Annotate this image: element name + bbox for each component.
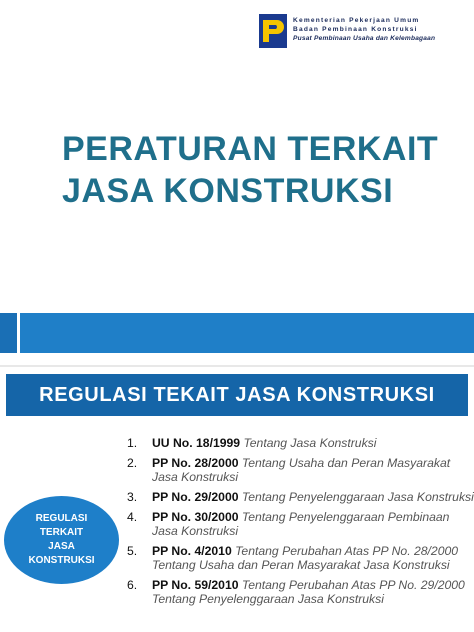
ellipse-line-4: KONSTRUKSI bbox=[28, 555, 95, 566]
title-line-2: JASA KONSTRUKSI bbox=[62, 172, 394, 210]
regulasi-ellipse bbox=[4, 496, 119, 584]
regulation-description: Tentang Usaha dan Peran Masyarakat Jasa Konstruksi bbox=[152, 456, 451, 484]
regulation-number: PP No. 29/2000 bbox=[152, 490, 239, 504]
title-line-1: PERATURAN TERKAIT bbox=[62, 130, 439, 168]
regulation-description: Tentang Penyelenggaraan Pembinaan Jasa Konstruksi bbox=[152, 510, 450, 538]
logo-line-3: Pusat Pembinaan Usaha dan Kelembagaan bbox=[293, 35, 436, 42]
pu-logo-icon bbox=[259, 14, 287, 48]
list-item bbox=[124, 510, 474, 538]
regulation-list bbox=[124, 436, 474, 612]
item-number: 1. bbox=[127, 436, 138, 450]
item-number: 4. bbox=[127, 510, 138, 524]
slide-title bbox=[62, 128, 462, 212]
item-number: 2. bbox=[127, 456, 138, 470]
logo-line-2: Badan Pembinaan Konstruksi bbox=[293, 26, 418, 33]
logo-line-1: Kementerian Pekerjaan Umum bbox=[293, 17, 420, 24]
blue-band bbox=[0, 313, 474, 353]
slide2-header: REGULASI TEKAIT JASA KONSTRUKSI bbox=[6, 374, 468, 416]
ellipse-line-3: JASA bbox=[48, 541, 75, 552]
ministry-logo bbox=[259, 14, 459, 56]
item-number: 5. bbox=[127, 544, 138, 558]
regulation-number: PP No. 4/2010 bbox=[152, 544, 232, 558]
blue-band-left bbox=[0, 313, 17, 353]
regulation-description: Tentang Perubahan Atas PP No. 29/2000 Tentang Penyelenggaraan Jasa Konstruksi bbox=[152, 578, 465, 606]
regulation-number: PP No. 28/2000 bbox=[152, 456, 239, 470]
list-item bbox=[124, 578, 474, 606]
ellipse-line-2: TERKAIT bbox=[39, 527, 84, 538]
regulation-number: PP No. 59/2010 bbox=[152, 578, 239, 592]
slide-separator bbox=[0, 365, 474, 367]
list-item bbox=[124, 456, 474, 484]
ellipse-line-1: REGULASI bbox=[35, 513, 88, 524]
regulation-description: Tentang Perubahan Atas PP No. 28/2000 Tentang Usaha dan Peran Masyarakat Jasa Konstruksi bbox=[152, 544, 459, 572]
regulation-description: Tentang Jasa Konstruksi bbox=[240, 436, 377, 450]
regulation-description: Tentang Penyelenggaraan Jasa Konstruksi bbox=[238, 490, 474, 504]
list-item bbox=[124, 544, 474, 572]
item-number: 3. bbox=[127, 490, 138, 504]
list-item bbox=[124, 490, 474, 504]
list-item bbox=[124, 436, 474, 450]
regulation-number: PP No. 30/2000 bbox=[152, 510, 239, 524]
band-divider bbox=[17, 313, 20, 353]
regulation-number: UU No. 18/1999 bbox=[152, 436, 241, 450]
item-number: 6. bbox=[127, 578, 138, 592]
